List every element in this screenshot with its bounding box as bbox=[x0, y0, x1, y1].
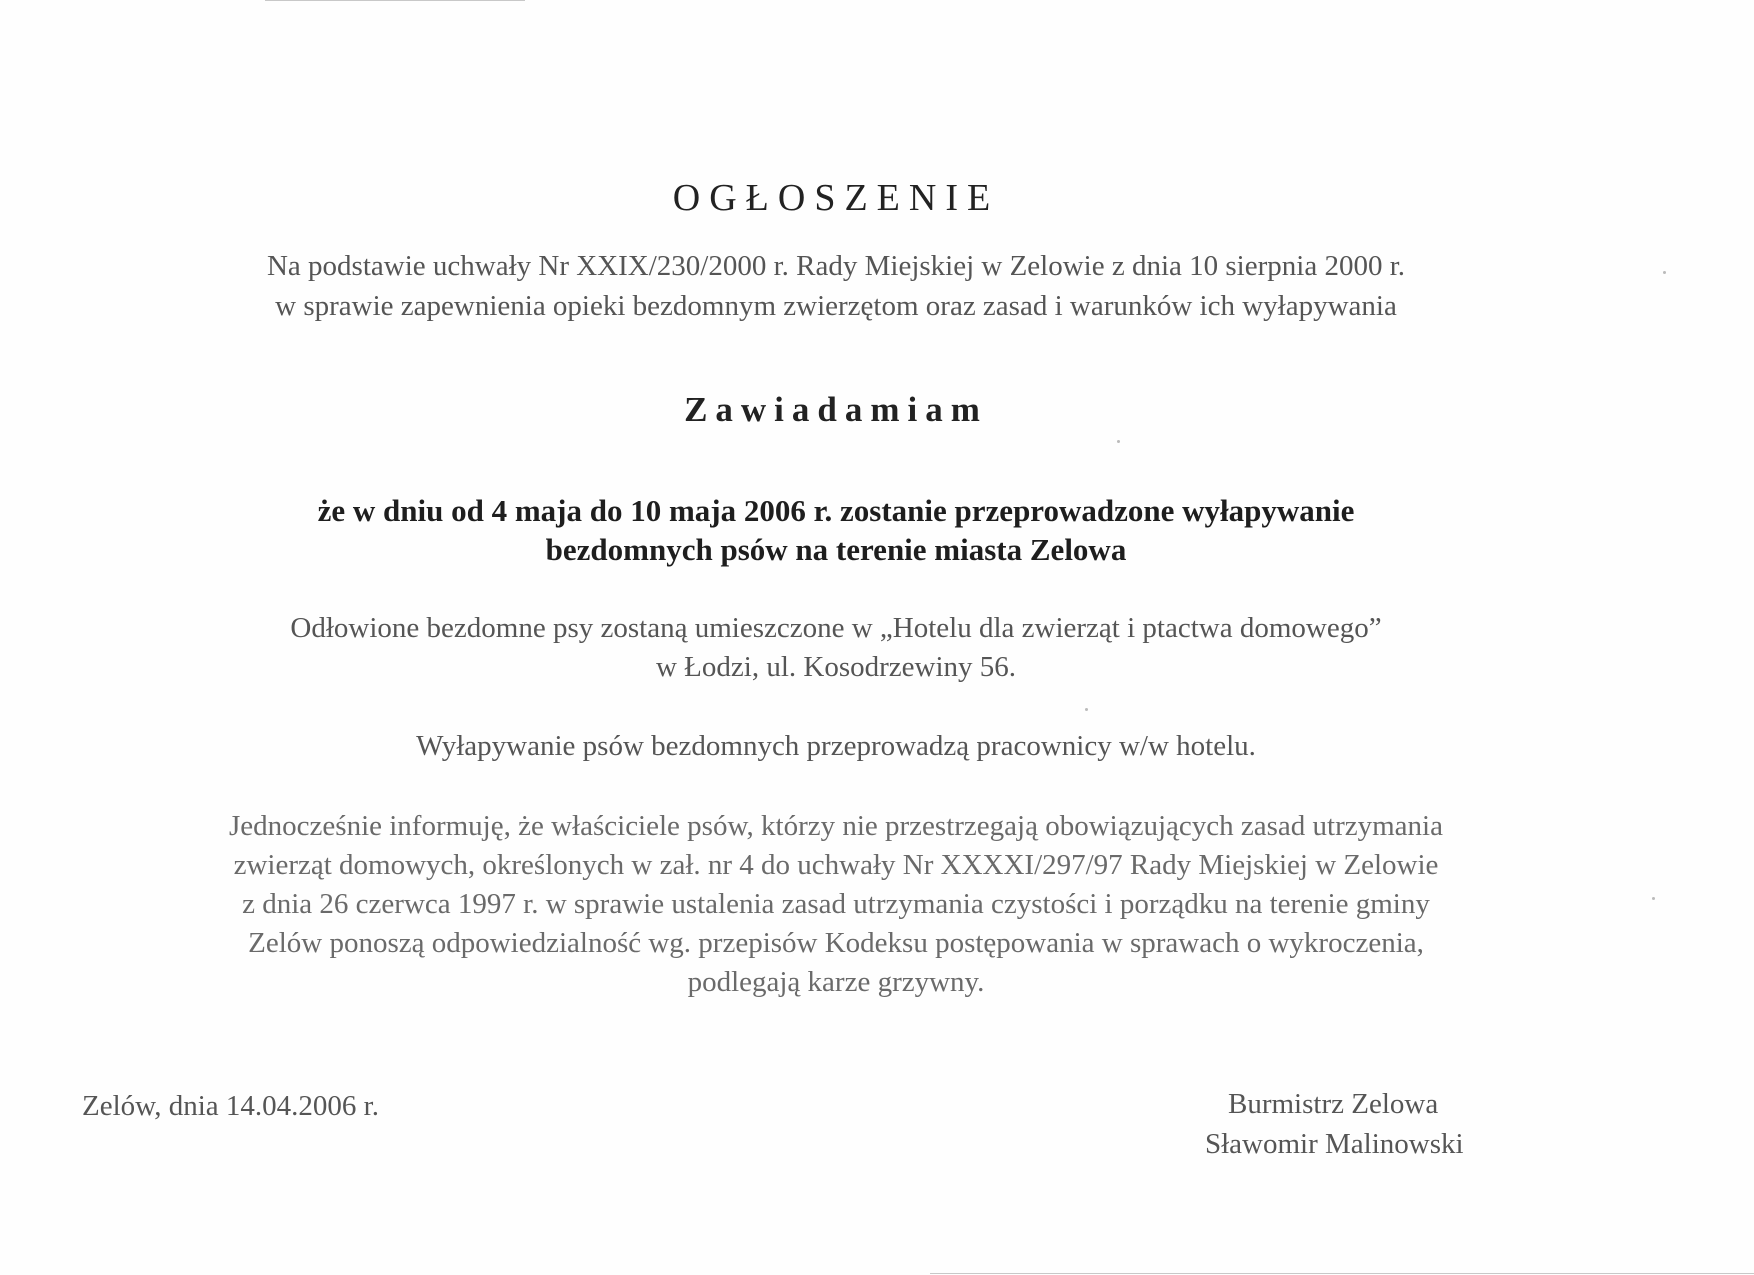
notice-title: OGŁOSZENIE bbox=[672, 177, 1000, 219]
scan-edge-top bbox=[265, 0, 525, 1]
warning-line: Zelów ponoszą odpowiedzialność wg. przepisów Kodeksu postępowania w sprawach o wykroczenia, bbox=[248, 927, 1424, 959]
scan-speck bbox=[1085, 708, 1088, 711]
staff-line: Wyłapywanie psów bezdomnych przeprowadzą pracownicy w/w hotelu. bbox=[416, 730, 1256, 762]
warning-line: z dnia 26 czerwca 1997 r. w sprawie ustalenia zasad utrzymania czystości i porządku na terenie gminy bbox=[242, 888, 1430, 920]
warning-line: podlegają karze grzywny. bbox=[687, 966, 985, 998]
warning-line: zwierząt domowych, określonych w zał. nr 4 do uchwały Nr XXXXI/297/97 Rady Miejskiej w Zelowie bbox=[233, 849, 1439, 881]
shelter-line: w Łodzi, ul. Kosodrzewiny 56. bbox=[655, 651, 1017, 683]
intro-line: Na podstawie uchwały Nr XXIX/230/2000 r. Rady Miejskiej w Zelowie z dnia 10 sierpnia 2000 r. bbox=[266, 250, 1406, 282]
announcement-line: bezdomnych psów na terenie miasta Zelowa bbox=[545, 532, 1127, 567]
notice-heading: Zawiadamiam bbox=[684, 390, 988, 429]
scan-edge-bottom bbox=[930, 1273, 1754, 1274]
warning-line: Jednocześnie informuję, że właściciele psów, którzy nie przestrzegają obowiązujących zasad utrzymania bbox=[229, 810, 1443, 842]
place-date: Zelów, dnia 14.04.2006 r. bbox=[82, 1090, 379, 1122]
signature-title: Burmistrz Zelowa bbox=[1228, 1088, 1439, 1120]
shelter-line: Odłowione bezdomne psy zostaną umieszczone w „Hotelu dla zwierząt i ptactwa domowego” bbox=[290, 612, 1382, 644]
intro-line: w sprawie zapewnienia opieki bezdomnym zwierzętom oraz zasad i warunków ich wyłapywania bbox=[275, 290, 1397, 322]
scan-speck bbox=[1117, 440, 1120, 443]
announcement-line: że w dniu od 4 maja do 10 maja 2006 r. zostanie przeprowadzone wyłapywanie bbox=[317, 493, 1355, 528]
signature-name: Sławomir Malinowski bbox=[1205, 1128, 1464, 1160]
